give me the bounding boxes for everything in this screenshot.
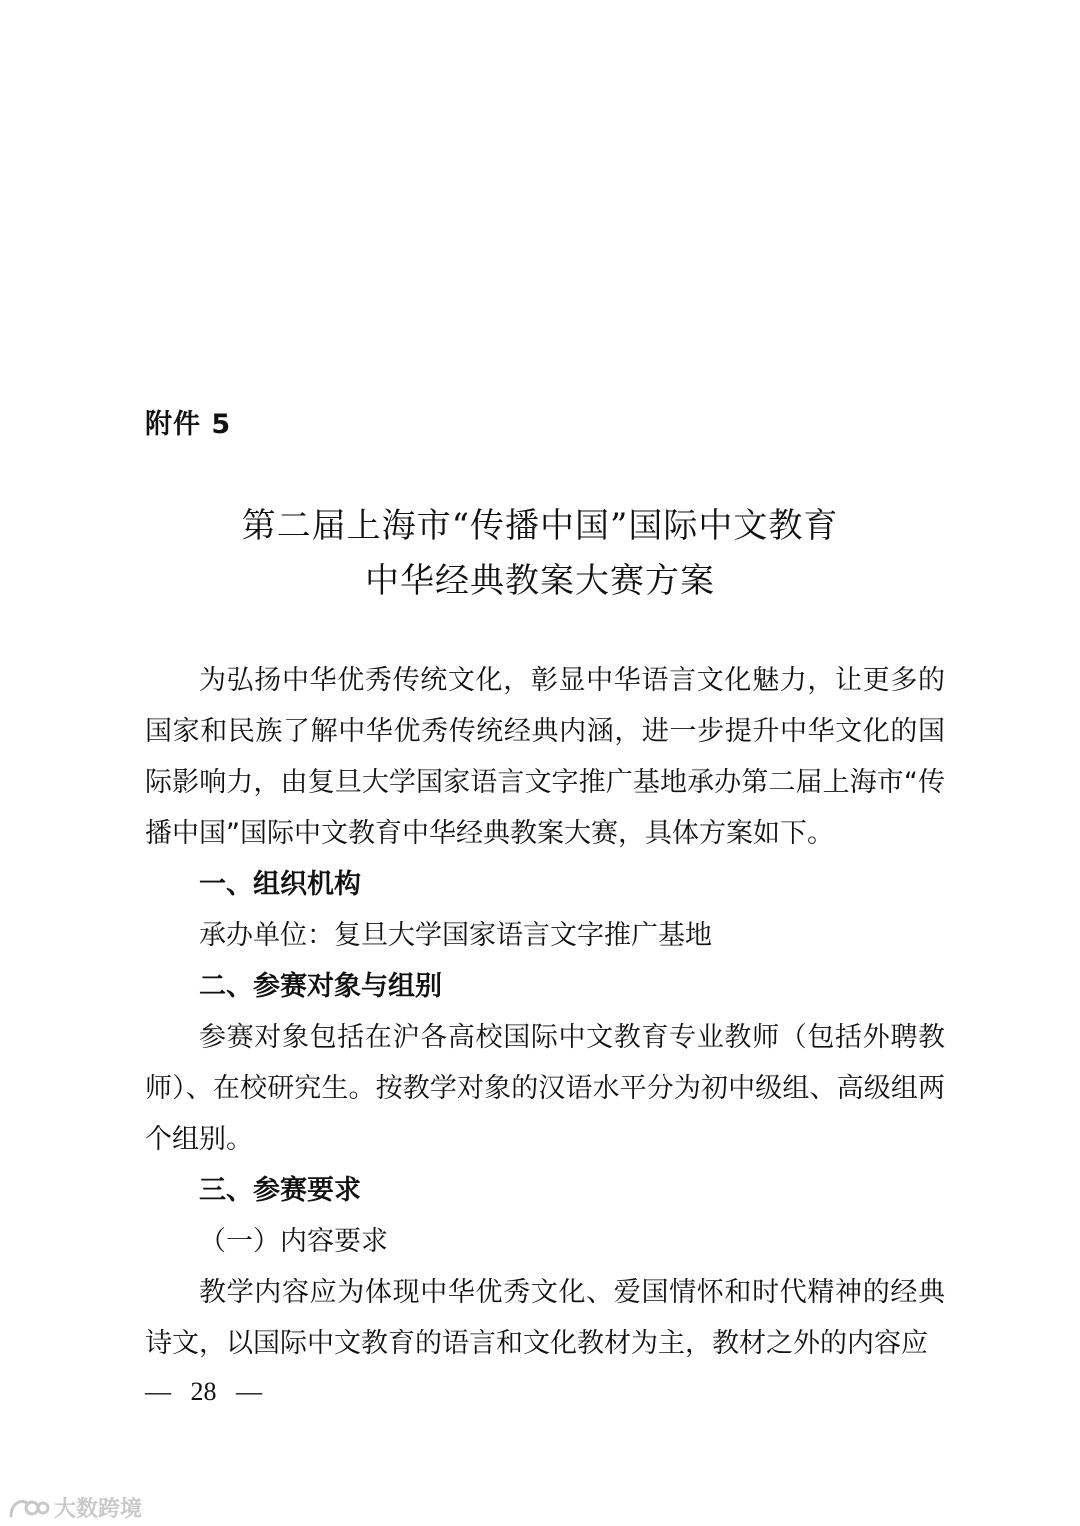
watermark-text: 大数跨境 [54,1497,143,1522]
document-body [145,655,945,1369]
section-1-text: 承办单位：复旦大学国家语言文字推广基地 [199,920,712,951]
section-1-heading: 一、组织机构 [199,869,361,900]
section-3-heading: 三、参赛要求 [199,1175,361,1206]
section-3-text: 教学内容应为体现中华优秀文化、爱国情怀和时代精神的经典诗文，以国际中文教育的语言和文化教材为主，教材之外的内容应 [145,1277,945,1359]
brand-logo-icon [8,1495,50,1521]
section-2-heading: 二、参赛对象与组别 [199,971,442,1002]
attachment-label: 附件 5 [145,409,232,440]
document-title-line-2: 中华经典教案大赛方案 [365,561,715,601]
document-title-line-1: 第二届上海市“传播中国”国际中文教育 [241,506,839,546]
page-number: — 28 — [145,1377,262,1406]
watermark [8,1492,142,1523]
section-2-text: 参赛对象包括在沪各高校国际中文教育专业教师（包括外聘教师）、在校研究生。按教学对象的汉语水平分为初中级组、高级组两个组别。 [145,1022,945,1155]
section-3-sub-heading: （一）内容要求 [199,1226,388,1257]
intro-paragraph: 为弘扬中华优秀传统文化，彰显中华语言文化魅力，让更多的国家和民族了解中华优秀传统经典内涵，进一步提升中华文化的国际影响力，由复旦大学国家语言文字推广基地承办第二届上海市“传播中国”国际中文教育中华经典教案大赛，具体方案如下。 [145,665,945,849]
